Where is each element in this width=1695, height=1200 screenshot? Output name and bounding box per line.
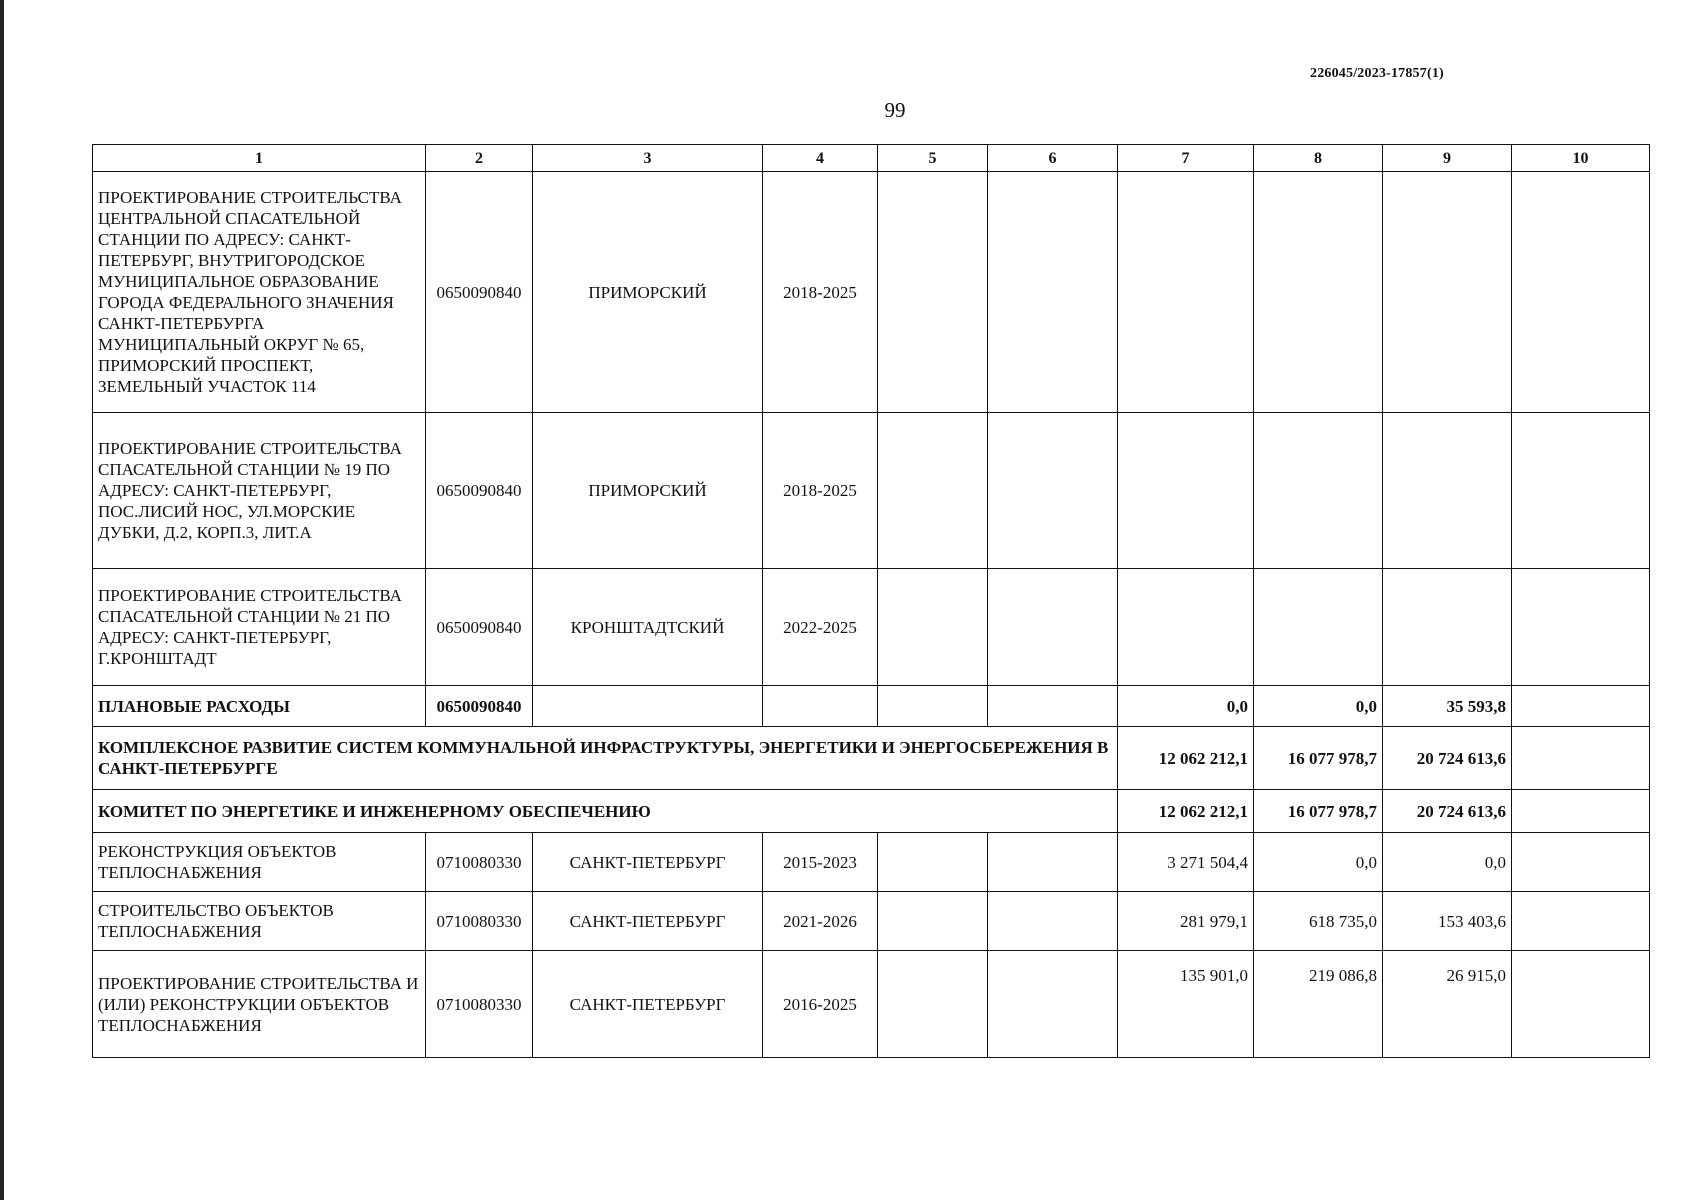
cell-9: 35 593,8 <box>1383 686 1512 727</box>
cell-6 <box>988 833 1118 892</box>
period: 2016-2025 <box>763 951 878 1058</box>
budget-code: 0650090840 <box>426 413 533 569</box>
object-name: ПРОЕКТИРОВАНИЕ СТРОИТЕЛЬСТВА СПАСАТЕЛЬНОЙ СТАНЦИИ № 21 ПО АДРЕСУ: САНКТ-ПЕТЕРБУРГ, Г.КРОНШТАДТ <box>93 569 426 686</box>
cell-6 <box>988 172 1118 413</box>
cell-7 <box>1118 172 1254 413</box>
page-number: 99 <box>884 98 906 122</box>
cell-7: 12 062 212,1 <box>1118 790 1254 833</box>
cell-9: 20 724 613,6 <box>1383 727 1512 790</box>
column-header: 4 <box>763 145 878 172</box>
column-header: 5 <box>878 145 988 172</box>
cell-9: 0,0 <box>1383 833 1512 892</box>
cell-5 <box>878 892 988 951</box>
column-header: 1 <box>93 145 426 172</box>
cell-9 <box>1383 172 1512 413</box>
cell-7: 135 901,0 <box>1118 951 1254 1058</box>
empty-cell <box>533 686 763 727</box>
budget-code: 0710080330 <box>426 951 533 1058</box>
cell-9: 26 915,0 <box>1383 951 1512 1058</box>
cell-7 <box>1118 569 1254 686</box>
empty-cell <box>763 686 878 727</box>
empty-cell <box>988 686 1118 727</box>
district: КРОНШТАДТСКИЙ <box>533 569 763 686</box>
cell-9 <box>1383 569 1512 686</box>
column-header: 9 <box>1383 145 1512 172</box>
period: 2015-2023 <box>763 833 878 892</box>
cell-10 <box>1512 413 1650 569</box>
cell-9: 20 724 613,6 <box>1383 790 1512 833</box>
program-title: КОМПЛЕКСНОЕ РАЗВИТИЕ СИСТЕМ КОММУНАЛЬНОЙ ИНФРАСТРУКТУРЫ, ЭНЕРГЕТИКИ И ЭНЕРГОСБЕРЕЖЕНИЯ В САНКТ-ПЕТЕРБУРГЕ <box>93 727 1118 790</box>
table-row <box>93 413 1650 569</box>
object-name: РЕКОНСТРУКЦИЯ ОБЪЕКТОВ ТЕПЛОСНАБЖЕНИЯ <box>93 833 426 892</box>
period: 2018-2025 <box>763 413 878 569</box>
cell-8 <box>1254 569 1383 686</box>
table-row <box>93 892 1650 951</box>
column-header: 2 <box>426 145 533 172</box>
cell-10 <box>1512 569 1650 686</box>
table-row <box>93 951 1650 1058</box>
cell-6 <box>988 569 1118 686</box>
cell-10 <box>1512 790 1650 833</box>
planned-expenses-row <box>93 686 1650 727</box>
table-row <box>93 833 1650 892</box>
table-row <box>93 172 1650 413</box>
cell-5 <box>878 569 988 686</box>
program-total-row <box>93 727 1650 790</box>
cell-6 <box>988 413 1118 569</box>
cell-10 <box>1512 172 1650 413</box>
scan-edge-line <box>0 0 4 1200</box>
column-header: 3 <box>533 145 763 172</box>
cell-5 <box>878 833 988 892</box>
committee-title: КОМИТЕТ ПО ЭНЕРГЕТИКЕ И ИНЖЕНЕРНОМУ ОБЕСПЕЧЕНИЮ <box>93 790 1118 833</box>
cell-10 <box>1512 686 1650 727</box>
cell-5 <box>878 172 988 413</box>
cell-7: 12 062 212,1 <box>1118 727 1254 790</box>
cell-7: 3 271 504,4 <box>1118 833 1254 892</box>
cell-8 <box>1254 413 1383 569</box>
object-name: СТРОИТЕЛЬСТВО ОБЪЕКТОВ ТЕПЛОСНАБЖЕНИЯ <box>93 892 426 951</box>
cell-9: 153 403,6 <box>1383 892 1512 951</box>
object-name: ПРОЕКТИРОВАНИЕ СТРОИТЕЛЬСТВА ЦЕНТРАЛЬНОЙ СПАСАТЕЛЬНОЙ СТАНЦИИ ПО АДРЕСУ: САНКТ-ПЕТЕРБУРГ, ВНУТРИГОРОДСКОЕ МУНИЦИПАЛЬНОЕ ОБРАЗОВАНИЕ ГОРОДА ФЕДЕРАЛЬНОГО ЗНАЧЕНИЯ САНКТ-ПЕТЕРБУРГА МУНИЦИПАЛЬНЫЙ ОКРУГ № 65, ПРИМОРСКИЙ ПРОСПЕКТ, ЗЕМЕЛЬНЫЙ УЧАСТОК 114 <box>93 172 426 413</box>
cell-8: 219 086,8 <box>1254 951 1383 1058</box>
cell-5 <box>878 951 988 1058</box>
district: ПРИМОРСКИЙ <box>533 413 763 569</box>
cell-10 <box>1512 892 1650 951</box>
object-name: ПРОЕКТИРОВАНИЕ СТРОИТЕЛЬСТВА СПАСАТЕЛЬНОЙ СТАНЦИИ № 19 ПО АДРЕСУ: САНКТ-ПЕТЕРБУРГ, ПОС.ЛИСИЙ НОС, УЛ.МОРСКИЕ ДУБКИ, Д.2, КОРП.3, ЛИТ.А <box>93 413 426 569</box>
cell-10 <box>1512 727 1650 790</box>
district: САНКТ-ПЕТЕРБУРГ <box>533 892 763 951</box>
cell-8: 0,0 <box>1254 833 1383 892</box>
period: 2021-2026 <box>763 892 878 951</box>
cell-8: 16 077 978,7 <box>1254 790 1383 833</box>
header-row <box>93 145 1650 172</box>
cell-8: 16 077 978,7 <box>1254 727 1383 790</box>
budget-code: 0650090840 <box>426 686 533 727</box>
document-id: 226045/2023-17857(1) <box>1310 66 1444 81</box>
column-header: 10 <box>1512 145 1650 172</box>
cell-7: 281 979,1 <box>1118 892 1254 951</box>
empty-cell <box>878 686 988 727</box>
period: 2022-2025 <box>763 569 878 686</box>
cell-9 <box>1383 413 1512 569</box>
cell-8: 618 735,0 <box>1254 892 1383 951</box>
column-header: 7 <box>1118 145 1254 172</box>
cell-7: 0,0 <box>1118 686 1254 727</box>
district: ПРИМОРСКИЙ <box>533 172 763 413</box>
table-row <box>93 569 1650 686</box>
district: САНКТ-ПЕТЕРБУРГ <box>533 951 763 1058</box>
period: 2018-2025 <box>763 172 878 413</box>
budget-code: 0650090840 <box>426 569 533 686</box>
object-name: ПРОЕКТИРОВАНИЕ СТРОИТЕЛЬСТВА И (ИЛИ) РЕКОНСТРУКЦИИ ОБЪЕКТОВ ТЕПЛОСНАБЖЕНИЯ <box>93 951 426 1058</box>
cell-8 <box>1254 172 1383 413</box>
cell-10 <box>1512 833 1650 892</box>
budget-table <box>92 144 1650 1058</box>
cell-8: 0,0 <box>1254 686 1383 727</box>
budget-code: 0710080330 <box>426 833 533 892</box>
budget-code: 0650090840 <box>426 172 533 413</box>
committee-total-row <box>93 790 1650 833</box>
column-header: 8 <box>1254 145 1383 172</box>
column-header: 6 <box>988 145 1118 172</box>
district: САНКТ-ПЕТЕРБУРГ <box>533 833 763 892</box>
cell-10 <box>1512 951 1650 1058</box>
cell-6 <box>988 892 1118 951</box>
planned-expenses-label: ПЛАНОВЫЕ РАСХОДЫ <box>93 686 426 727</box>
cell-5 <box>878 413 988 569</box>
cell-6 <box>988 951 1118 1058</box>
budget-code: 0710080330 <box>426 892 533 951</box>
cell-7 <box>1118 413 1254 569</box>
